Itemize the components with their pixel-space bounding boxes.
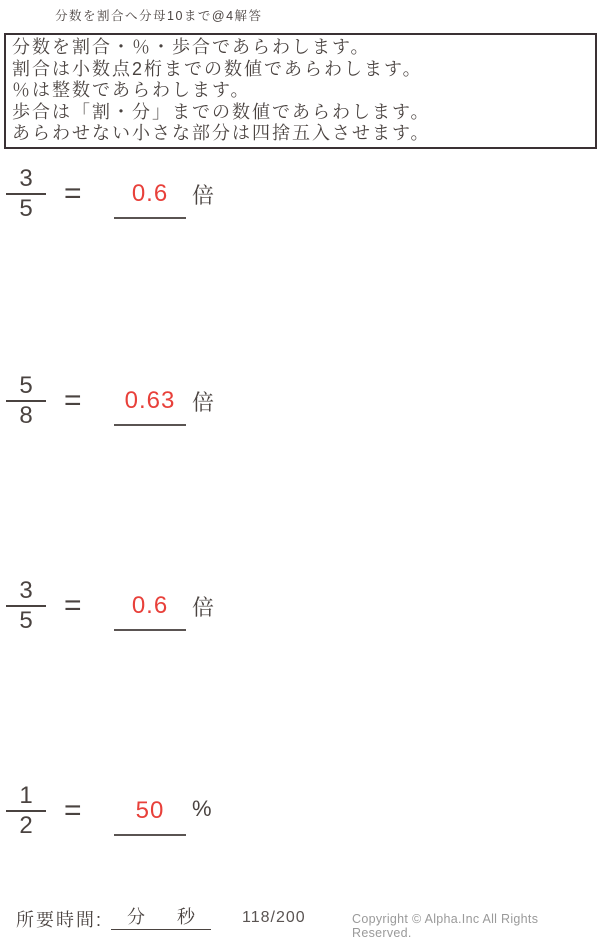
fraction [6, 577, 46, 635]
fraction [6, 165, 46, 223]
unit-label: % [192, 796, 212, 821]
equals-sign: = [64, 177, 83, 210]
fraction-denominator: 5 [19, 195, 33, 222]
unit-label: 倍 [192, 595, 215, 620]
fraction-denominator: 2 [19, 812, 33, 839]
instruction-line: 分数を割合・％・歩合であらわします。 [12, 37, 371, 57]
answer-value: 0.63 [124, 387, 176, 414]
fraction-numerator: 1 [19, 782, 33, 809]
copyright-notice: Copyright © Alpha.Inc All Rights Reserved. [352, 912, 539, 940]
problem-row-2 [0, 372, 600, 444]
problem-row-3 [0, 577, 600, 649]
instruction-line: 割合は小数点2桁までの数値であらわします。 [12, 58, 423, 79]
fraction [6, 782, 46, 840]
answer-blank [114, 372, 186, 426]
fraction [6, 372, 46, 430]
equals-sign: = [64, 794, 83, 827]
seconds-label: 秒 [177, 907, 195, 927]
answer-value: 0.6 [131, 180, 169, 207]
problem-row-4 [0, 782, 600, 854]
unit-label: 倍 [192, 390, 215, 415]
answer-blank [114, 577, 186, 631]
instruction-line: ％は整数であらわします。 [12, 80, 251, 100]
answer-blank [114, 165, 186, 219]
fraction-denominator: 8 [19, 402, 33, 429]
unit-label: 倍 [192, 183, 215, 208]
page-number: 118/200 [242, 909, 306, 926]
page-title: 分数を割合へ分母10まで@4解答 [55, 9, 263, 23]
equals-sign: = [64, 384, 83, 417]
fraction-numerator: 5 [19, 372, 33, 399]
equals-sign: = [64, 589, 83, 622]
fraction-numerator: 3 [19, 165, 33, 192]
fraction-numerator: 3 [19, 577, 33, 604]
instruction-line: 歩合は「割・分」までの数値であらわします。 [12, 101, 431, 122]
minutes-label: 分 [127, 907, 145, 927]
instruction-line: あらわせない小さな部分は四捨五入させます。 [12, 123, 431, 143]
footer [0, 900, 600, 938]
problem-row-1 [0, 165, 600, 237]
answer-value: 50 [135, 797, 165, 824]
instruction-box [4, 33, 597, 149]
time-fill-in-blank [111, 902, 211, 930]
answer-value: 0.6 [131, 592, 169, 619]
answer-blank [114, 782, 186, 836]
time-required-label: 所要時間: [16, 910, 104, 930]
fraction-denominator: 5 [19, 607, 33, 634]
